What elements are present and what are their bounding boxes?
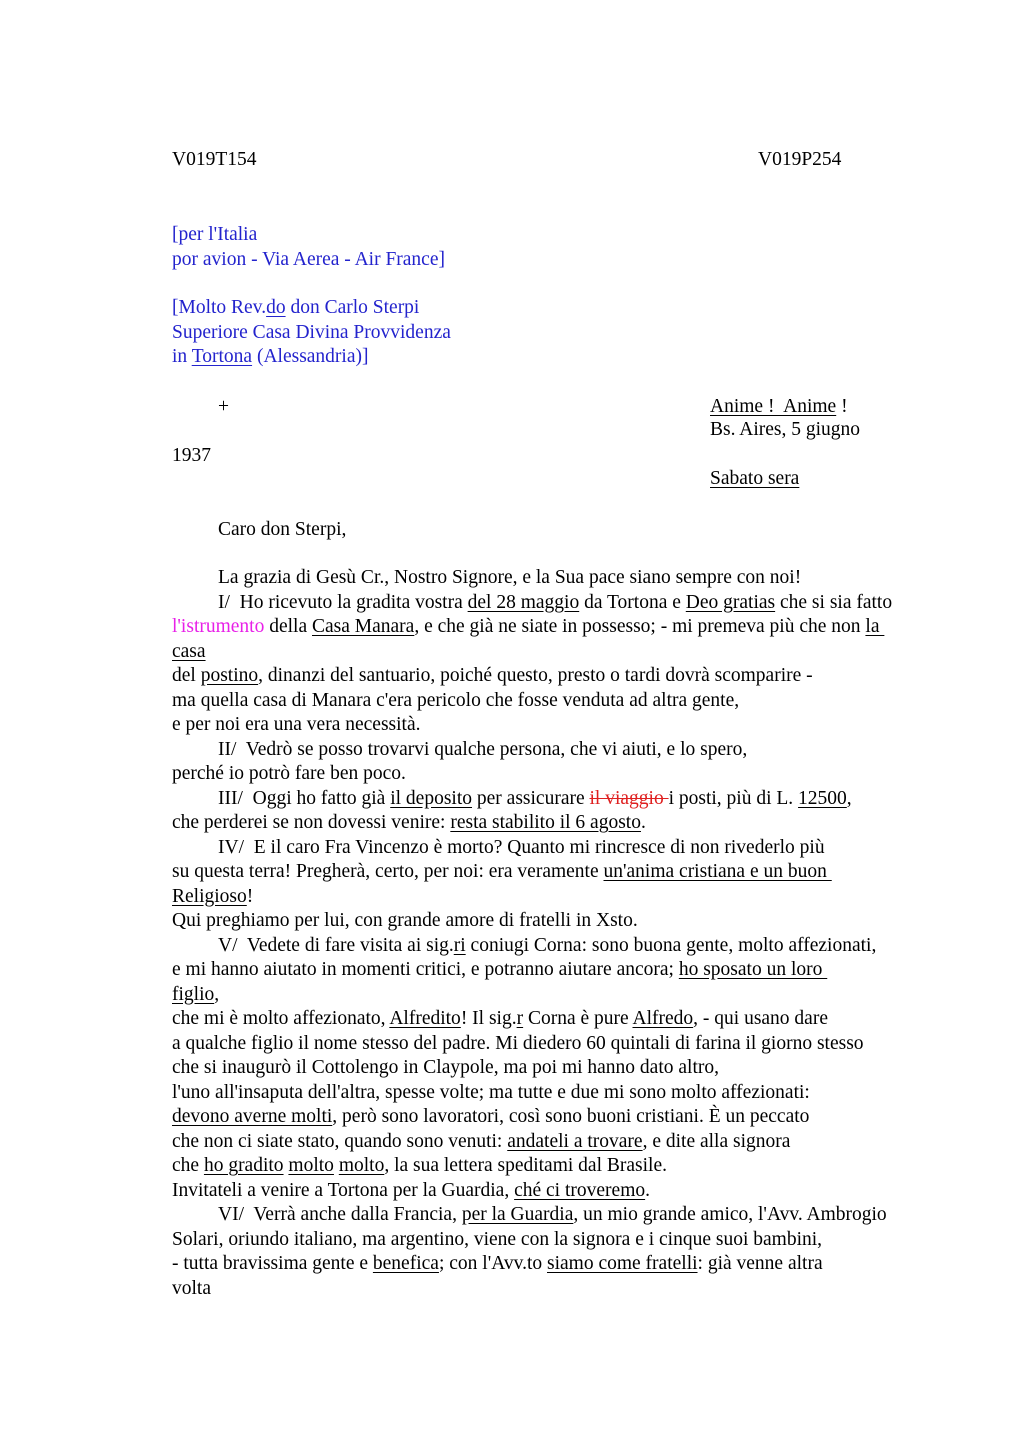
text-segment: .	[640, 812, 646, 833]
dateline-city-date: Bs. Aires, 5 giugno	[710, 418, 861, 440]
text-segment: por avion - Via Aerea - Air France]	[172, 248, 445, 270]
text-segment: la	[865, 616, 885, 637]
text-segment: della	[264, 616, 312, 637]
text-segment: Alfredito	[389, 1008, 461, 1029]
text-segment: che non ci siate stato, quando sono venuti:	[172, 1130, 508, 1152]
text-segment: [per l'Italia	[172, 224, 258, 245]
text-segment: l'uno all'insaputa dell'altra, spesse volte; ma tutte e due mi sono molto affezionati:	[172, 1081, 810, 1103]
letter-line	[172, 1056, 938, 1081]
text-segment: da Tortona e	[579, 591, 686, 613]
letter-line	[172, 836, 938, 861]
text-segment: Deo gratias	[685, 591, 776, 613]
text-segment: , - qui usano dare	[693, 1008, 828, 1029]
text-segment: Corna è pure	[523, 1008, 633, 1029]
text-segment: Invitateli a venire a Tortona per la Guardia,	[172, 1179, 515, 1201]
letter-line	[172, 787, 938, 812]
text-segment: del 28 maggio	[467, 591, 580, 613]
letter-line	[172, 811, 938, 836]
text-segment: e per noi era una vera necessità.	[172, 714, 421, 735]
text-segment: 12500	[798, 787, 847, 809]
letter-line	[172, 1203, 938, 1228]
text-segment: che si sia fatto	[775, 591, 893, 613]
text-segment: , la sua lettera speditami dal Brasile.	[384, 1155, 667, 1176]
letter-line	[172, 909, 938, 934]
text-segment: che	[172, 1155, 204, 1176]
motto	[710, 395, 848, 420]
text-segment: r	[516, 1008, 524, 1029]
text-segment: ri	[453, 934, 466, 956]
text-segment: il viaggio	[589, 787, 669, 809]
text-segment: per assicurare	[472, 787, 590, 809]
text-segment: casa	[172, 640, 206, 662]
text-segment: II/ Vedrò se posso trovarvi qualche persona, che vi aiuti, e lo spero,	[218, 738, 748, 760]
text-segment: molto	[288, 1155, 334, 1176]
text-segment: Tortona	[191, 346, 253, 367]
text-segment: su questa terra! Pregherà, certo, per noi: era veramente	[172, 861, 604, 882]
text-segment: I/ Ho ricevuto la gradita vostra	[218, 591, 468, 613]
text-segment: perché io potrò fare ben poco.	[172, 763, 406, 784]
text-segment: Qui preghiamo per lui, con grande amore di fratelli in Xsto.	[172, 910, 638, 931]
text-segment: [Molto Rev.	[172, 297, 267, 318]
text-segment: siamo come fratelli	[547, 1253, 698, 1274]
letter-line	[172, 860, 938, 885]
salutation: Caro don Sterpi,	[218, 518, 347, 540]
text-segment: e mi hanno aiutato in momenti critici, e potranno aiutare ancora;	[172, 959, 679, 980]
page-code-right: V019P254	[758, 149, 842, 170]
text-segment: III/ Oggi ho fatto già	[218, 787, 391, 809]
text-segment: che si inaugurò il Cottolengo in Claypole, ma poi mi hanno dato altro,	[172, 1057, 719, 1078]
text-segment: ; con l'Avv.to	[438, 1253, 547, 1274]
text-segment: do	[266, 297, 286, 318]
letter-line	[172, 1081, 938, 1106]
dateline-year: 1937	[172, 444, 211, 466]
text-segment: andateli a trovare	[507, 1130, 643, 1152]
letter-line	[172, 1154, 938, 1179]
letter-line	[172, 248, 938, 273]
letter-line	[172, 713, 938, 738]
text-segment: postino	[200, 665, 259, 686]
letter-line	[172, 1179, 938, 1204]
text-segment: per la Guardia	[461, 1204, 574, 1225]
text-segment: !	[836, 395, 848, 417]
text-segment: il deposito	[390, 787, 473, 809]
recipient-address	[172, 296, 938, 370]
text-segment: un'anima cristiana e un buon	[603, 861, 832, 882]
text-segment: in	[172, 346, 192, 367]
letter-line	[172, 958, 938, 983]
text-segment: , però sono lavoratori, così sono buoni cristiani. È un peccato	[332, 1106, 810, 1127]
letter-line	[172, 762, 938, 787]
text-segment: V/ Vedete di fare visita ai sig.	[218, 934, 454, 956]
letter-line	[172, 615, 938, 640]
letter-line	[172, 640, 938, 665]
text-segment: l'istrumento	[172, 616, 265, 637]
text-segment: figlio	[172, 983, 215, 1005]
letter-line	[172, 885, 938, 910]
text-segment: Superiore Casa Divina Provvidenza	[172, 321, 451, 343]
text-segment: del	[172, 665, 201, 686]
page-codes	[172, 148, 938, 173]
text-segment: ! Il sig.	[460, 1008, 517, 1029]
text-segment: - tutta bravissima gente e	[172, 1253, 373, 1274]
letter-body	[172, 566, 938, 1301]
text-segment: don Carlo Sterpi	[285, 297, 420, 318]
text-segment: Alfredo	[632, 1008, 694, 1029]
text-segment: benefica	[372, 1253, 439, 1274]
text-segment: , un mio grande amico, l'Avv. Ambrogio	[573, 1204, 887, 1225]
text-segment: , e che già ne siate in possesso; - mi premeva più che non	[414, 616, 866, 637]
text-segment: Religioso	[172, 885, 247, 907]
text-segment: , dinanzi del santuario, poiché questo, presto o tardi dovrà scomparire -	[258, 665, 813, 686]
letter-line	[172, 321, 938, 346]
text-segment: ho sposato un loro	[678, 959, 828, 980]
letter-line	[172, 664, 938, 689]
letter-line	[172, 1252, 938, 1277]
letter-line	[172, 983, 938, 1008]
letter-line	[172, 1007, 938, 1032]
text-segment: .	[645, 1179, 650, 1201]
letter-line	[172, 689, 938, 714]
text-segment: VI/ Verrà anche dalla Francia,	[218, 1204, 462, 1225]
text-segment: ho gradito	[203, 1155, 284, 1176]
letter-line	[172, 738, 938, 763]
text-segment: ,	[214, 983, 220, 1005]
letter-line	[172, 591, 938, 616]
text-segment: che perderei se non dovessi venire:	[172, 812, 451, 833]
text-segment: volta	[172, 1277, 211, 1299]
text-segment: Sabato sera	[710, 467, 800, 489]
text-segment: coniugi Corna: sono buona gente, molto affezionati,	[465, 934, 877, 956]
text-segment: devono averne molti	[172, 1106, 333, 1127]
text-segment: IV/ E il caro Fra Vincenzo è morto? Quanto mi rincresce di non rivederlo più	[218, 836, 825, 858]
text-segment: (Alessandria)]	[252, 346, 369, 367]
text-segment: Anime ! Anime	[710, 395, 837, 417]
text-segment: Solari, oriundo italiano, ma argentino, viene con la signora e i cinque suoi bambini,	[172, 1228, 823, 1250]
letter-line	[172, 296, 938, 321]
text-segment: che mi è molto affezionato,	[172, 1008, 390, 1029]
text-segment: resta stabilito il 6 agosto	[450, 812, 641, 833]
letter-line	[172, 566, 938, 591]
letter-line	[172, 345, 938, 370]
letter-line	[172, 1228, 938, 1253]
dateline-day	[710, 467, 799, 492]
text-segment: : già venne altra	[697, 1253, 823, 1274]
letter-line	[172, 1130, 938, 1155]
letter-line	[172, 1032, 938, 1057]
text-segment: i posti, più di L.	[668, 787, 799, 809]
routing-note	[172, 223, 938, 272]
letter-line	[172, 1105, 938, 1130]
dateline-block	[172, 395, 938, 493]
page-code-left: V019T154	[172, 149, 257, 170]
letter-line	[172, 223, 938, 248]
text-segment: , e dite alla signora	[642, 1130, 791, 1152]
letter-line	[172, 1277, 938, 1302]
text-segment: La grazia di Gesù Cr., Nostro Signore, e la Sua pace siano sempre con noi!	[218, 567, 802, 588]
text-segment: molto	[338, 1155, 385, 1176]
text-segment: a qualche figlio il nome stesso del padre. Mi diedero 60 quintali di farina il giorno stesso	[172, 1032, 864, 1054]
text-segment: ma quella casa di Manara c'era pericolo che fosse venduta ad altra gente,	[172, 689, 740, 711]
text-segment: ,	[846, 787, 852, 809]
cross-mark: +	[218, 395, 229, 417]
text-segment: ché ci troveremo	[514, 1179, 646, 1201]
text-segment: !	[246, 885, 254, 907]
letter-line	[172, 934, 938, 959]
text-segment: Casa Manara	[312, 616, 415, 637]
